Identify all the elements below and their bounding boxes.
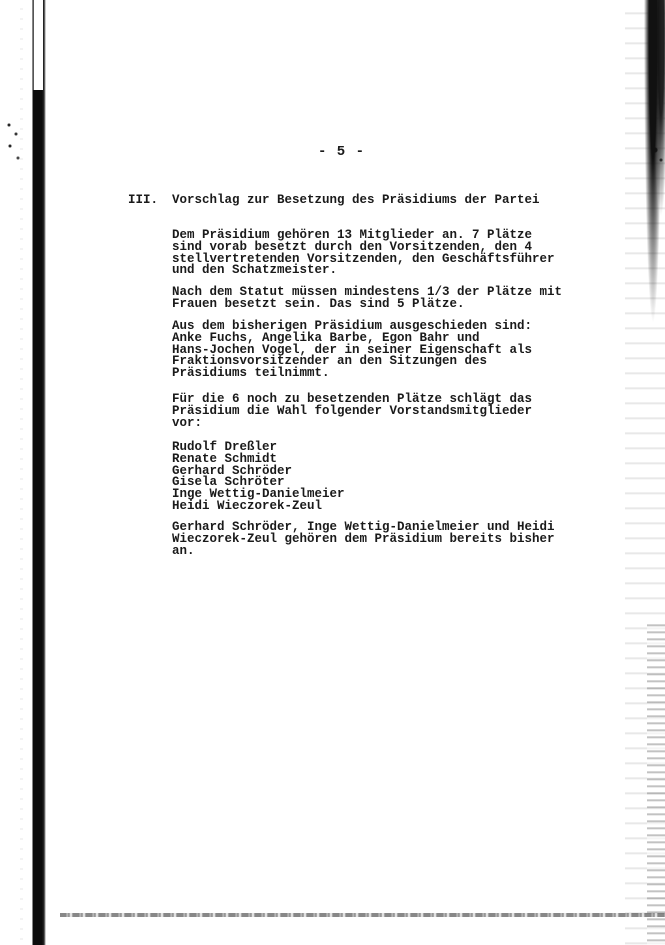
candidate-name: Gisela Schröter [172, 475, 285, 490]
paragraph-proposal [172, 394, 572, 429]
text-line: Anke Fuchs, Angelika Barbe, Egon Bahr und [172, 330, 480, 345]
text-line: Nach dem Statut müssen mindestens 1/3 der Plätze mit [172, 285, 563, 299]
text-line: Aus dem bisherigen Präsidium ausgeschieden sind: [172, 319, 533, 333]
text-line: Gerhard Schröder, Inge Wettig-Danielmeier und Heidi [172, 520, 555, 534]
candidate-name: Renate Schmidt [172, 451, 278, 466]
candidate-name: Inge Wettig-Danielmeier [172, 487, 345, 502]
candidate-name: Rudolf Dreßler [172, 440, 278, 454]
text-line: Fraktionsvorsitzender an den Sitzungen des [172, 354, 488, 369]
scan-edge-right [647, 620, 665, 945]
section-number: III. [128, 193, 159, 207]
paragraph-departed-members [172, 321, 572, 380]
text-line: sind vorab besetzt durch den Vorsitzenden, den 4 [172, 239, 533, 254]
text-line: Präsidium die Wahl folgender Vorstandsmitglieder [172, 403, 533, 418]
text-line: Hans-Jochen Vogel, der in seiner Eigenschaft als [172, 342, 533, 357]
paragraph-existing-members [172, 522, 572, 557]
paragraph-statute [172, 287, 572, 311]
text-line: Für die 6 noch zu besetzenden Plätze schlägt das [172, 392, 533, 406]
scan-edge-bottom [60, 913, 665, 917]
text-line: Dem Präsidium gehören 13 Mitglieder an. 7 Plätze [172, 228, 533, 242]
candidate-name: Gerhard Schröder [172, 463, 293, 478]
paragraph-composition [172, 230, 572, 277]
page-number: - 5 - [318, 144, 366, 160]
text-line: stellvertretenden Vorsitzenden, den Geschäftsführer [172, 251, 555, 266]
scan-specks-left [6, 120, 22, 170]
candidate-list [172, 442, 572, 513]
candidate-name: Heidi Wieczorek-Zeul [172, 498, 323, 513]
text-line: Wieczorek-Zeul gehören dem Präsidium bereits bisher [172, 531, 555, 546]
text-line: und den Schatzmeister. [172, 263, 338, 278]
text-line: Frauen besetzt sein. Das sind 5 Plätze. [172, 296, 465, 311]
text-line: vor: [172, 415, 203, 430]
text-line: Präsidiums teilnimmt. [172, 366, 330, 381]
text-line: an. [172, 543, 195, 558]
section-title: Vorschlag zur Besetzung des Präsidiums der Partei [172, 193, 540, 207]
